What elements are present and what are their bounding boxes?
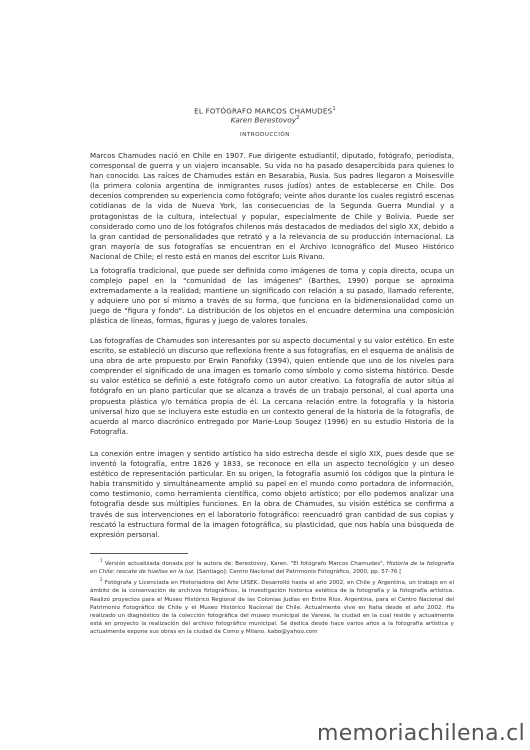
footnote-2 — [90, 576, 454, 636]
author-footnote-marker[interactable]: 2 — [296, 115, 300, 121]
footnote-2-text: Fotógrafa y Licenciada en Historiadora del Arte UISEK. Desarrolló hasta el año 2002, en Chile y Argentina, un trabajo en el ámbito de la conservación de archivos fotográficos, la investigación histórica estética de la fotografía y la fotografía artística. Realizó proyectos para el Museo Histórico Regional de las Colonias Judías en Entre Ríos, Argentina, para el Centro Nacional del Patrimonio Fotográfico de Chile y el Museo Histórico Nacional de Chile. Actualmente vive en Italia desde el año 2002. Ha realizado un diagnóstico de la colección fotográfica del museo municipal de Varese, la ciudad en la cual reside y actualmente está en proyecto la realización del archivo fotográfico municipal. Se dedica desde hace varios años a la fotografía artística y actualmente expone sus obras en la ciudad de Como y Milano. kabo@yahoo.com — [90, 580, 454, 636]
title-footnote-marker[interactable]: 1 — [332, 106, 336, 112]
body-paragraph-4: La conexión entre imagen y sentido artístico ha sido estrecha desde el siglo XIX, pues desde que se inventó la fotografía, entre 1826 y 1833, se reconoce en ella un aspecto tecnológico y un deseo estético de representación particular. En su origen, la fotografía asumió los códigos que la pintura le había transmitido y simultáneamente amplió su papel en el mundo como portadora de información, como testimonio, como herramienta científica, como objeto artístico; por ello podemos analizar una fotografía desde sus múltiples funciones. En la obra de Chamudes, su visión estética se confirma a través de sus intervenciones en el laboratorio fotográfico: reencuadró gran cantidad de sus copias y rescató la estructura formal de la imagen fotográfica, su plasticidad, que nos había una búsqueda de expresión personal. — [90, 449, 454, 539]
section-heading: INTRODUCCIÓN — [240, 132, 290, 138]
footnote-divider — [90, 553, 188, 554]
body-paragraph-3: Las fotografías de Chamudes son interesantes por su aspecto documental y su valor estético. En este escrito, se estableció un discurso que reflexiona frente a sus fotografías, en el esquema de análisis de una obra de arte propuesto por Erwin Panofsky (1994), quien entiende que uno de los niveles para comprender el significado de una imagen es tomarlo como símbolo y como sistema histórico. Desde su valor estético se definió a este fotógrafo como un autor creativo. La fotografía de autor sitúa al fotógrafo en un plano particular que se alcanza a través de un trabajo personal, al cual aporta una propuesta plástica y/o temática propia de él. La cercana relación entre la fotografía y la historia universal hizo que se incluyera este estudio en un contexto general de la historia de la fotografía, de acuerdo al marco diacrónico entregado por Marie-Loup Sougez (1996) en su estudio Historia de la Fotografía. — [90, 336, 454, 436]
author-name: Karen Berestovoy — [230, 115, 297, 125]
document-author — [0, 115, 530, 124]
footnote-1 — [90, 557, 454, 576]
footnote-1-text-a: Versión actualizada donada por la autora de: Berestovoy, Karen. "El fotógrafo Marcos Chamudes", — [104, 560, 387, 567]
footnote-1-book-title: Historia de la fotografía en Chile: rescate de huellas en la luz. — [90, 560, 454, 576]
body-paragraph-1: Marcos Chamudes nació en Chile en 1907. Fue dirigente estudiantil, diputado, fotógrafo, periodista, corresponsal de guerra y un viajero incansable. Su vida no ha pasado desapercibida para quienes lo han conocido. Las raíces de Chamudes están en Besarabia, Rusia. Sus padres llegaron a Moisesville (la primera colonia argentina de inmigrantes rusos judíos) antes de establecerse en Chile. Dos decenios comprenden su experiencia como fotógrafo; veinte años durante los cuales registró escenas cotidianas de la vida de Nueva York, las consecuencias de la Segunda Guerra Mundial y a protagonistas de la cultura, intelectual y popular, especialmente de Chile y Bolivia. Puede ser considerado como uno de los fotógrafos chilenos más destacados de mediados del siglo XX, debido a la gran cantidad de personalidades que retrató y a la relevancia de su producción internacional. La gran mayoría de sus fotografías se encuentran en el Archivo Iconográfico del Museo Histórico Nacional de Chile; el resto está en manos del escritor Luis Rivano. — [90, 151, 454, 261]
body-paragraph-2: La fotografía tradicional, que puede ser definida como imágenes de toma y copia directa, ocupa un complejo papel en la "comunidad de las imágenes" (Barthes, 1990) porque se aproxima extremadamente a la realidad; mantiene un significado con relación a su pasado, llamado referente, y adquiere uno por sí mismo a través de su forma, que funciona en la bidimensionalidad como un juego de "figura y fondo". La distribución de los objetos en el encuadre determina una composición plástica de líneas, formas, figuras y juego de valores tonales. — [90, 266, 454, 326]
footnote-1-text-b: [Santiago]: Centro Nacional del Patrimonio Fotográfico, 2000, pp. 57-76 [ — [194, 569, 402, 576]
footnote-1-marker: 1 — [100, 558, 103, 563]
footnote-2-marker: 2 — [100, 577, 103, 583]
document-title — [0, 106, 530, 115]
footnotes — [90, 557, 454, 637]
title-text: EL FOTÓGRAFO MARCOS CHAMUDES — [194, 106, 333, 116]
watermark-logo: memoriachilena.cl — [316, 721, 525, 746]
